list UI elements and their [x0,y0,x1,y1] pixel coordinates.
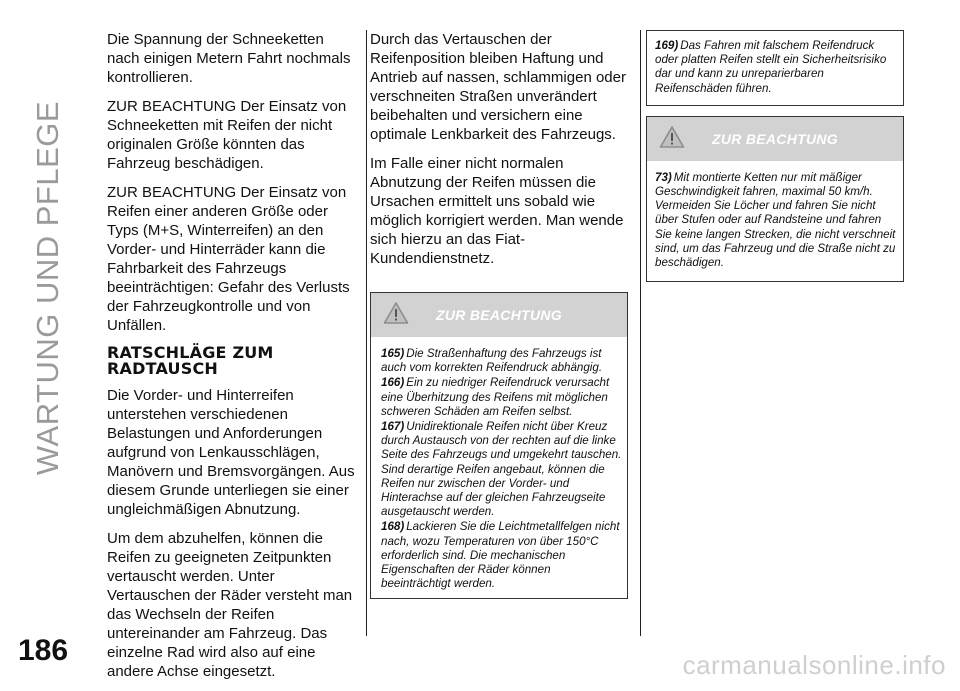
note-number: 73) [655,170,672,184]
note-number: 168) [381,520,405,534]
heading-line: RATSCHLÄGE ZUM [107,343,274,362]
note-text: Lackieren Sie die Leichtmetallfelgen nicht nach, wozu Temperaturen von über 150°C erforderlich sind. Die mechanischen Eigenschaften der Räder können beeinträchtigt werden. [381,520,620,591]
paragraph: ZUR BEACHTUNG Der Einsatz von Reifen einer anderen Größe oder Typs (M+S, Winterreifen) an den Vorder- und Hinterräder kann die Fahrbarkeit des Fahrzeugs beeinträchtigen: Gefahr des Verlusts der Fahrzeugkontrolle und von Unfällen. [107,184,350,334]
paragraph: ZUR BEACHTUNG Der Einsatz von Schneeketten mit Reifen der nicht originalen Größe könnten das Fahrzeug beschädigen. [107,98,347,172]
attention-box [646,116,904,282]
warning-triangle-icon [659,125,685,149]
column-divider-2 [640,30,641,636]
note-text: Ein zu niedriger Reifendruck verursacht eine Überhitzung des Reifens mit möglichen schweren Schäden am Reifen selbst. [381,376,610,418]
paragraph: Im Falle einer nicht normalen Abnutzung der Reifen müssen die Ursachen ermittelt uns sobald wie möglich korrigiert werden. Man wende sich hierzu an das Fiat-Kundendienstnetz. [370,155,624,267]
warning-box-header [371,293,627,337]
note-box [646,30,904,106]
warning-box-title: ZUR BEACHTUNG [435,307,562,323]
warning-note [381,347,623,375]
paragraph: Die Spannung der Schneeketten nach einigen Metern Fahrt nochmals kontrollieren. [107,31,351,86]
column-divider-1 [366,30,367,636]
warning-note [381,520,623,591]
warning-box [370,292,628,599]
note-text: Unidirektionale Reifen nicht über Kreuz durch Austausch von der rechten auf die linke Seite des Fahrzeugs und umgekehrt tauschen. Sind derartige Reifen angebaut, können die Reifen nur zwischen der Vorder- und Hinterachse auf der gleichen Fahrzeugseite ausgetauscht werden. [381,420,622,519]
column-1 [107,30,355,691]
attention-box-header [647,117,903,161]
note-number: 167) [381,420,405,434]
heading-line: RADTAUSCH [107,359,218,378]
warning-note [655,39,899,96]
section-heading [107,345,355,377]
paragraph: Durch das Vertauschen der Reifenposition bleiben Haftung und Antrieb auf nassen, schlammigen oder verschneiten Straßen unverändert beibehalten und versichern eine optimale Lenkbarkeit des Fahrzeugs. [370,31,626,143]
warning-note [381,420,623,519]
warning-triangle-icon [383,301,409,325]
watermark: carmanualsonline.info [682,650,946,680]
note-text: Die Straßenhaftung des Fahrzeugs ist auch vom korrekten Reifendruck abhängig. [381,347,603,375]
attention-box-title: ZUR BEACHTUNG [711,130,838,147]
chapter-side-title: WARTUNG UND PFLEGE [30,100,65,476]
column-3 [646,30,904,282]
page-number: 186 [18,634,69,667]
note-number: 169) [655,39,679,52]
paragraph: Um dem abzuhelfen, können die Reifen zu geeigneten Zeitpunkten vertauscht werden. Unter Vertauschen der Räder versteht man das Wechseln der Reifen untereinander am Fahrzeug. Das einzelne Rad wird also auf eine andere Achse eingesetzt. [107,530,353,680]
note-number: 166) [381,376,405,390]
warning-note [381,376,623,419]
note-text: Mit montierte Ketten nur mit mäßiger Geschwindigkeit fahren, maximal 50 km/h. Vermeiden Sie Löcher und fahren Sie nicht über Stufen oder auf Randsteine und fahren Sie keine langen Strecken, die nicht verschneit sind, um das Fahrzeug und die Straße nicht zu beschädigen. [655,170,896,270]
warning-box-body [371,337,627,598]
paragraph: Die Vorder- und Hinterreifen unterstehen verschiedenen Belastungen und Anforderungen aufgrund von Lenkausschlägen, Manövern und Bremsvorgängen. Aus diesem Grunde unterliegen sie einer ungleichmäßigen Abnutzung. [107,387,355,518]
note-text: Das Fahren mit falschem Reifendruck oder platten Reifen stellt ein Sicherheitsrisiko dar und kann zu unreparierbaren Reifenschäden führen. [655,39,887,95]
attention-box-body [647,161,903,281]
warning-note [655,171,899,270]
note-number: 165) [381,347,405,360]
column-2 [370,30,628,599]
note-box-body [647,31,903,105]
